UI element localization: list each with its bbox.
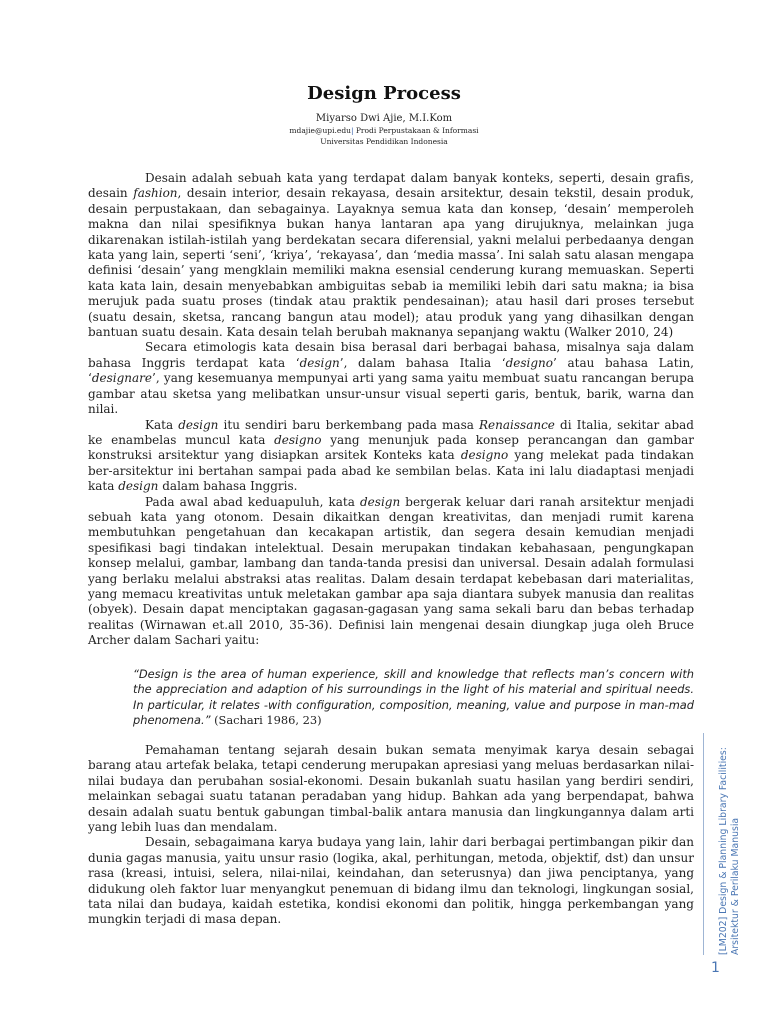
page-number: 1 <box>711 960 720 976</box>
paragraph-text: , desain interior, desain rekayasa, desain arsitektur, desain tekstil, desain produk, desain perpustakaan, dan sebagainya. Layaknya semua kata dan konsep, ‘desain’ memperoleh makna dan nilai spesifiknya bukan hanya lantaran apa yang dirujuknya, melainkan juga dikarenakan istilah-istilah yang berdekatan secara diferensial, yakni melalui perbedaanya dengan kata yang lain, seperti ‘seni’, ‘kriya’, ‘rekayasa’, dan ‘media massa’. Ini salah satu alasan mengapa definisi ‘desain’ yang mengklain memiliki makna esensial cenderung kurang memuaskan. Seperti kata kata lain, desain menyebabkan ambiguitas sebab ia memiliki lebih dari satu makna; ia bisa merujuk pada suatu proses (tindak atau praktik pendesainan); atau hasil dari proses tersebut (suatu desain, sketsa, rancang bangun atau model); atau produk yang yang dihasilkan dengan bantuan suatu desain. Kata desain telah berubah maknanya sepanjang waktu (Walker 2010, 24) <box>88 186 694 340</box>
paragraph-text: Desain, sebagaimana karya budaya yang lain, lahir dari berbagai pertimbangan pikir dan dunia gagas manusia, yaitu unsur rasio (logika, akal, perhitungan, metoda, objektif, dst) dan unsur rasa (kreasi, intuisi, selera, nilai-nilai, keindahan, dan seterusnya) dan jiwa penciptanya, yang didukung oleh faktor luar menyangkut penemuan di bidang ilmu dan teknologi, lingkungan sosial, tata nilai dan budaya, kaidah estetika, kondisi ekonomi dan politik, hingga perkembangan yang mungkin terjadi di masa depan. <box>88 835 694 927</box>
paragraph-text: yang melekat pada tindakan ber-arsitektur ini bertahan sampai pada abad ke sembilan belas. Kata ini lalu diadaptasi menjadi kata <box>88 448 694 494</box>
body-paragraph <box>88 340 694 417</box>
italic-term: design <box>299 355 340 370</box>
paper-title: Design Process <box>307 83 461 104</box>
paragraph-text: Pemahaman tentang sejarah desain bukan semata menyimak karya desain sebagai barang atau artefak belaka, tetapi cenderung merupakan apresiasi yang meluas berdasarkan nilai-nilai budaya dan perubahan sosial-ekonomi. Desain bukanlah suatu hasilan yang berdiri sendiri, melainkan sebagai suatu tatanan peradaban yang hidup. Bahkan ada yang berpendapat, bahwa desain adalah suatu bentuk gabungan timbal-balik antara manusia dan lingkungannya dalam arti yang lebih luas dan mendalam. <box>88 743 694 835</box>
block-quote <box>133 667 694 729</box>
course-sidebar <box>703 733 752 955</box>
paragraph-text: Secara etimologis kata desain bisa berasal dari berbagai bahasa, misalnya saja dalam bahasa Inggris terdapat kata ‘ <box>88 340 694 370</box>
italic-term: fashion <box>133 186 178 201</box>
paragraph-text: ’, dalam bahasa Italia ‘ <box>339 355 506 370</box>
sidebar-line-1: [LM202] Design & Planning Library Facilities: <box>718 747 729 955</box>
paragraph-text: Pada awal abad keduapuluh, kata <box>145 494 360 509</box>
body-section-1 <box>88 171 694 649</box>
paragraph-text: Desain adalah sebuah kata yang terdapat dalam banyak konteks, seperti, desain grafis, desain <box>88 171 694 201</box>
department: Prodi Perpustakaan & Informasi <box>355 126 479 135</box>
sidebar-label <box>718 733 742 955</box>
quote-text: “Design is the area of human experience, skill and knowledge that reflects man’s concern with the appreciation and adaption of his surroundings in the light of his material and spiritual needs. In particular, it relates -with configuration, composition, meaning, value and purpose in man-mad phenomena.” <box>133 667 694 728</box>
italic-term: design <box>178 417 219 432</box>
paragraph-text: ’, yang kesemuanya mempunyai arti yang sama yaitu membuat suatu rancangan berupa gambar atau sketsa yang melibatkan unsur-unsur visual seperti garis, bentuk, barik, warna dan nilai. <box>88 371 694 417</box>
italic-term: designo <box>274 432 322 447</box>
italic-term: designo <box>460 448 509 463</box>
author-email: mdajie@upi.edu <box>289 126 351 135</box>
paragraph-text: yang menunjuk pada konsep perancangan dan gambar konstruksi arsitektur yang disiapkan arsitek Konteks kata <box>88 432 694 463</box>
paragraph-text: bergerak keluar dari ranah arsitektur menjadi sebuah kata yang otonom. Desain dikaitkan dengan kreativitas, dan menjadi rumit karena membutuhkan pengetahuan dan kecakapan artistik, dan segera desain kemudian menjadi spesifikasi bagi tindakan intelektual. Desain merupakan tindakan kebahasaan, pengungkapan konsep melalui, gambar, lambang dan tanda-tanda presisi dan universal. Desain adalah formulasi yang berlaku melalui abstraksi atas realitas. Dalam desain terdapat kebebasan dari materialitas, yang memacu kreativitas untuk meletakan gambar apa saja diantara subyek manusia dan realitas (obyek). Desain dapat menciptakan gagasan-gagasan yang sama sekali baru dan bebas terhadap realitas (Wirnawan et.all 2010, 35-36). Definisi lain mengenai desain diungkap juga oleh Bruce Archer dalam Sachari yaitu: <box>88 494 694 648</box>
body-paragraph <box>88 171 694 340</box>
paragraph-text: Kata <box>145 417 179 432</box>
author-contact <box>0 126 768 136</box>
italic-term: designare <box>91 371 153 386</box>
italic-term: design <box>118 479 159 494</box>
paragraph-text: ’ atau bahasa Latin, ‘ <box>88 355 694 386</box>
italic-term: designo <box>505 355 554 370</box>
body-paragraph <box>88 418 694 495</box>
paragraph-text: dalam bahasa Inggris. <box>158 479 298 494</box>
contact-separator: | <box>350 126 354 135</box>
body-paragraph <box>88 743 694 835</box>
italic-term: Renaissance <box>479 417 555 432</box>
author-name: Miyarso Dwi Ajie, M.I.Kom <box>315 113 453 124</box>
body-section-2 <box>88 743 694 928</box>
italic-term: design <box>360 494 401 509</box>
quote-citation: (Sachari 1986, 23) <box>210 713 322 728</box>
university: Universitas Pendidikan Indonesia <box>320 137 448 146</box>
body-paragraph <box>88 835 694 927</box>
sidebar-line-2: Arsitektur & Perilaku Manusia <box>730 817 741 955</box>
paragraph-text: di Italia, sekitar abad ke enambelas muncul kata <box>88 417 694 447</box>
body-paragraph <box>88 495 694 649</box>
paragraph-text: itu sendiri baru berkembang pada masa <box>218 417 480 432</box>
